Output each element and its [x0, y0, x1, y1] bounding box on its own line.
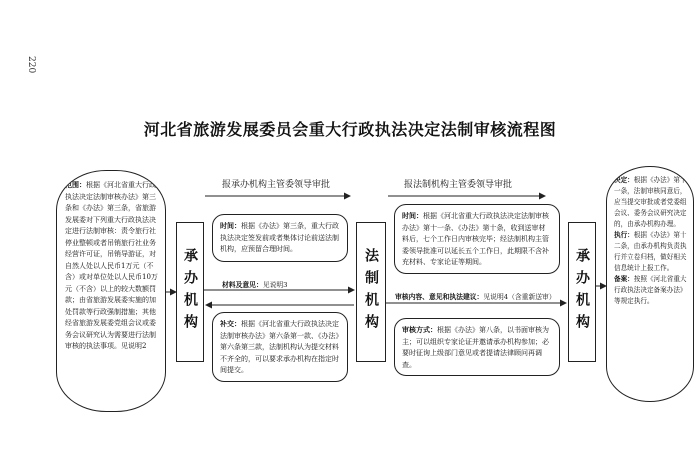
- time-box-1: [212, 214, 348, 262]
- execution-heading: 执行：: [614, 231, 634, 239]
- materials-label: [222, 279, 288, 289]
- time-box-2: [394, 204, 560, 274]
- review-label: [395, 291, 556, 301]
- decision-heading: 决定：: [614, 176, 634, 184]
- scope-text: 根据《河北省重大行政执法决定法制审核办法》第三条和《办法》第三条，省旅游发展委对下列重大行政执法决定进行法制审核：责令旅行社停业整顿或者吊销旅行社业务经营许可证，吊销导游证，对自然人处以人民币1万元（不含）或对单位处以人民币10万元（不含）以上的较大数额罚款；由省旅游发展委实施的加处罚款等行政强制措施；其他经省旅游发展委党组会议或委务会议研究认为需要进行法制审核的执法事项。见说明2: [65, 181, 158, 350]
- decision-text: 根据《办法》第十一条，法制审核同意后，应当提交审批或者党委组会议、委务会议研究决定的，由承办机构办理。: [614, 176, 687, 228]
- supplement-box: [212, 312, 348, 382]
- materials-heading: 材料及意见：: [222, 281, 263, 289]
- materials-text: 见说明3: [262, 281, 288, 289]
- time-box-2-text: 根据《河北省重大行政执法决定法制审核办法》第十一条、《办法》第十条，收到送审材料后，七个工作日内审核完毕；经法制机构主管委领导批准可以延长五个工作日，此期限不含补充材料、专家论证等期间。: [402, 212, 549, 266]
- supplement-heading: 补交：: [220, 319, 241, 328]
- filing-heading: 备案：: [614, 275, 634, 283]
- review-text: 见说明4（含重新送审）: [483, 293, 556, 301]
- review-method-heading: 审核方式：: [402, 325, 437, 334]
- handling-agency-column-1: [176, 222, 204, 362]
- handling-agency-label-1: 承办机构: [182, 248, 198, 336]
- page-number: 220: [26, 56, 36, 74]
- filing-text: 按照《河北省重大行政执法决定备案办法》等规定执行。: [614, 275, 687, 305]
- supplement-text: 根据《河北省重大行政执法决定法制审核办法》第六条第一款、《办法》第六条第三款，法制机构认为提交材料不齐全的，可以要求承办机构在指定时间提交。: [220, 320, 339, 374]
- decision-box: [606, 166, 694, 402]
- time-box-1-heading: 时间：: [220, 221, 241, 230]
- handling-agency-column-2: [568, 222, 596, 362]
- scope-box: [56, 170, 166, 412]
- time-box-2-heading: 时间：: [402, 211, 423, 220]
- page-title: 河北省旅游发展委员会重大行政执法决定法制审核流程图: [143, 120, 557, 139]
- top-arrow-label-2: 报法制机构主管委领导审批: [404, 180, 513, 190]
- legal-agency-label: 法制机构: [363, 248, 379, 336]
- top-arrow-label-1: 报承办机构主管委领导审批: [222, 180, 331, 190]
- review-method-box: [394, 318, 560, 376]
- review-method-text: 根据《办法》第八条，以书面审核为主；可以组织专家论证并邀请承办机构参加；必要时征询上级部门意见或者提请法律顾问再调查。: [402, 326, 549, 369]
- scope-heading: 范围：: [65, 180, 86, 189]
- handling-agency-label-2: 承办机构: [574, 248, 590, 336]
- legal-agency-column: [356, 222, 386, 362]
- time-box-1-text: 根据《办法》第三条，重大行政执法决定签发前或者集体讨论前送法制机构，应预留合理时间。: [220, 222, 339, 253]
- review-heading: 审核内容、意见和执法建议：: [395, 293, 484, 301]
- execution-text: 根据《办法》第十二条，由承办机构负责执行并立卷归档，做好相关信息统计上报工作。: [614, 231, 687, 272]
